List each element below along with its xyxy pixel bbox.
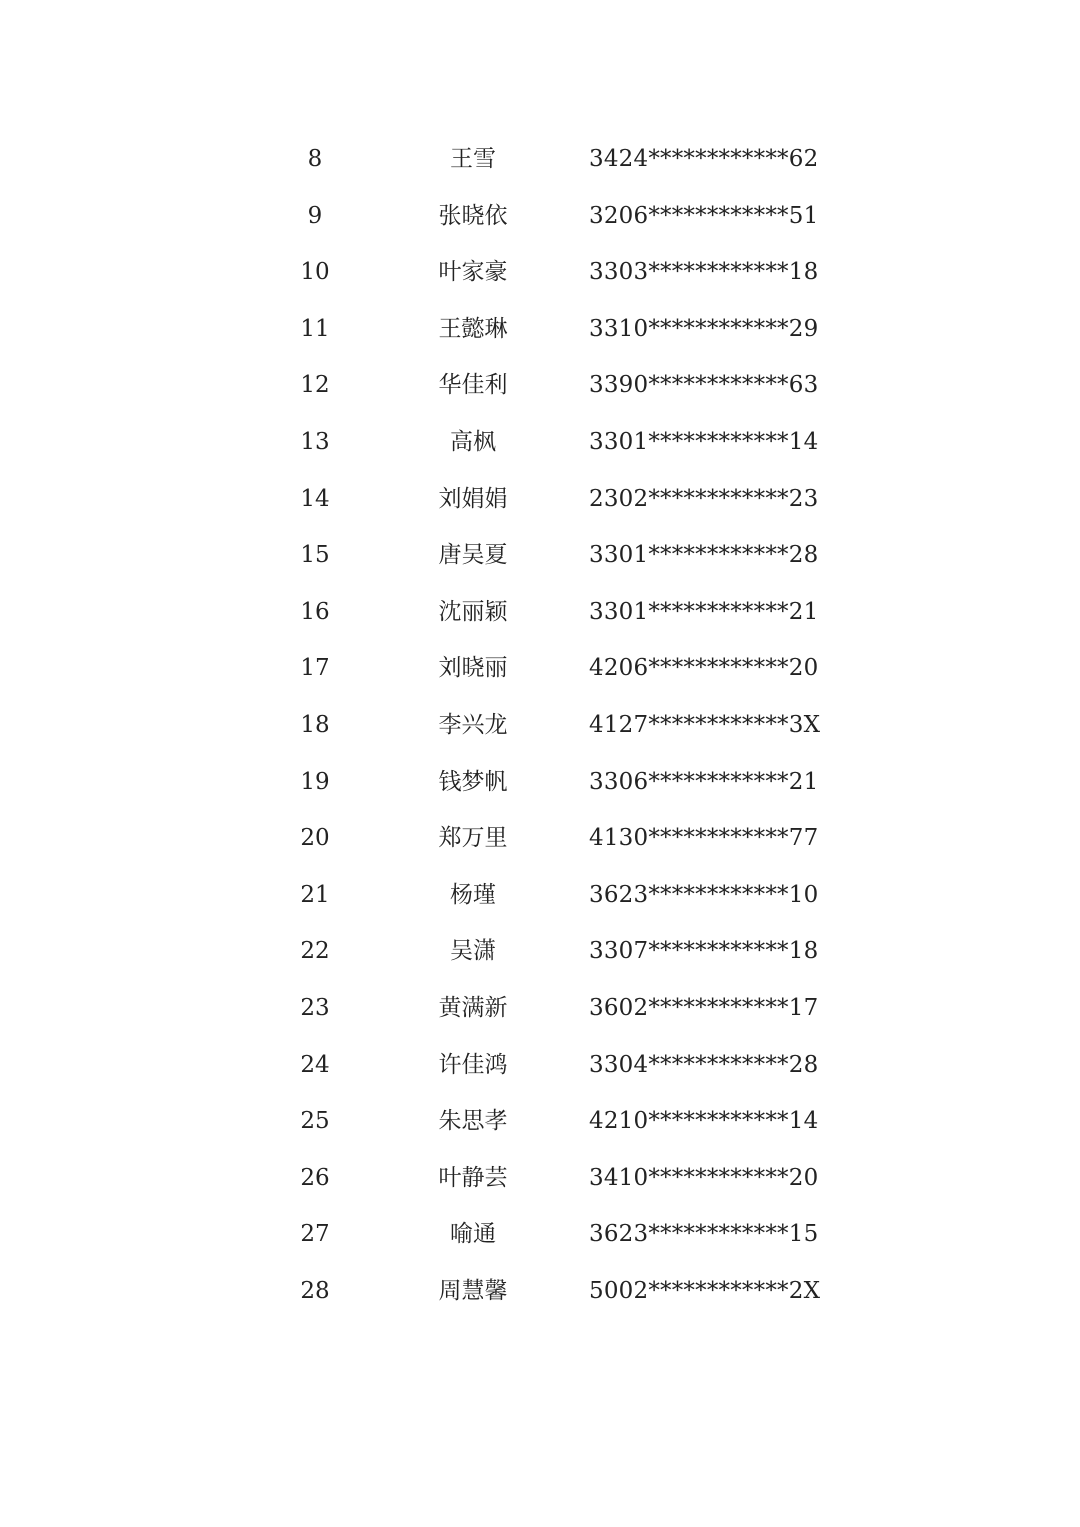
masked-id-number: 3623************10 (589, 881, 819, 908)
masked-id-number: 3390************63 (589, 372, 819, 399)
person-name: 沈丽颖 (438, 598, 508, 625)
masked-id-number: 3602************17 (589, 994, 819, 1021)
masked-id-number: 3410************20 (589, 1164, 819, 1191)
person-name: 黄满新 (438, 994, 508, 1021)
person-name: 高枫 (450, 428, 496, 455)
masked-id-number: 3301************28 (589, 542, 819, 569)
masked-id-number: 4206************20 (589, 655, 819, 682)
roster-row (0, 1093, 1080, 1150)
row-number: 26 (300, 1164, 330, 1191)
masked-id-number: 5002************2X (589, 1277, 821, 1304)
person-name: 朱思孝 (438, 1108, 508, 1135)
row-number: 13 (300, 428, 330, 455)
roster-row (0, 301, 1080, 358)
person-name: 唐吴夏 (438, 542, 508, 569)
row-number: 12 (300, 372, 330, 399)
row-number: 21 (300, 881, 330, 908)
row-number: 8 (307, 146, 323, 172)
person-name: 许佳鸿 (438, 1051, 508, 1078)
row-number: 18 (300, 711, 330, 738)
roster-row (0, 867, 1080, 924)
person-name: 王雪 (450, 146, 496, 172)
row-number: 15 (300, 542, 330, 569)
person-name: 刘晓丽 (438, 655, 508, 682)
masked-id-number: 3301************14 (589, 428, 819, 455)
roster-row (0, 1150, 1080, 1207)
row-number: 22 (300, 938, 330, 965)
person-name: 周慧馨 (438, 1277, 508, 1304)
masked-id-number: 3424************62 (589, 146, 819, 172)
roster-row (0, 1263, 1080, 1320)
person-name: 吴潇 (450, 938, 496, 965)
person-name: 叶静芸 (438, 1164, 508, 1191)
masked-id-number: 3304************28 (589, 1051, 819, 1078)
roster-row (0, 697, 1080, 754)
roster-row (0, 754, 1080, 811)
roster-list (0, 131, 1080, 1319)
roster-row (0, 244, 1080, 301)
roster-row (0, 357, 1080, 414)
roster-row (0, 471, 1080, 528)
roster-row (0, 131, 1080, 188)
row-number: 23 (300, 994, 330, 1021)
masked-id-number: 4210************14 (589, 1108, 819, 1135)
roster-row (0, 1206, 1080, 1263)
person-name: 李兴龙 (438, 711, 508, 738)
masked-id-number: 3306************21 (589, 768, 819, 795)
roster-row (0, 527, 1080, 584)
roster-row (0, 414, 1080, 471)
row-number: 28 (300, 1277, 330, 1304)
roster-row (0, 980, 1080, 1037)
row-number: 19 (300, 768, 330, 795)
row-number: 27 (300, 1221, 330, 1248)
person-name: 钱梦帆 (438, 768, 508, 795)
person-name: 喻通 (450, 1221, 496, 1248)
row-number: 9 (307, 202, 323, 229)
masked-id-number: 3310************29 (589, 315, 819, 342)
roster-row (0, 1037, 1080, 1094)
row-number: 25 (300, 1108, 330, 1135)
row-number: 16 (300, 598, 330, 625)
row-number: 14 (300, 485, 330, 512)
person-name: 叶家豪 (438, 259, 508, 286)
masked-id-number: 2302************23 (589, 485, 819, 512)
masked-id-number: 4127************3X (589, 711, 821, 738)
row-number: 20 (300, 825, 330, 852)
roster-row (0, 923, 1080, 980)
roster-row (0, 584, 1080, 641)
masked-id-number: 4130************77 (589, 825, 819, 852)
person-name: 王懿琳 (438, 315, 508, 342)
person-name: 张晓依 (438, 202, 508, 229)
person-name: 杨瑾 (450, 881, 496, 908)
masked-id-number: 3301************21 (589, 598, 819, 625)
roster-row (0, 188, 1080, 245)
masked-id-number: 3623************15 (589, 1221, 819, 1248)
person-name: 郑万里 (438, 825, 508, 852)
masked-id-number: 3307************18 (589, 938, 819, 965)
person-name: 华佳利 (438, 372, 508, 399)
person-name: 刘娟娟 (438, 485, 508, 512)
masked-id-number: 3206************51 (589, 202, 819, 229)
row-number: 17 (300, 655, 330, 682)
roster-row (0, 810, 1080, 867)
masked-id-number: 3303************18 (589, 259, 819, 286)
row-number: 11 (300, 315, 330, 342)
row-number: 10 (300, 259, 330, 286)
roster-row (0, 640, 1080, 697)
row-number: 24 (300, 1051, 330, 1078)
